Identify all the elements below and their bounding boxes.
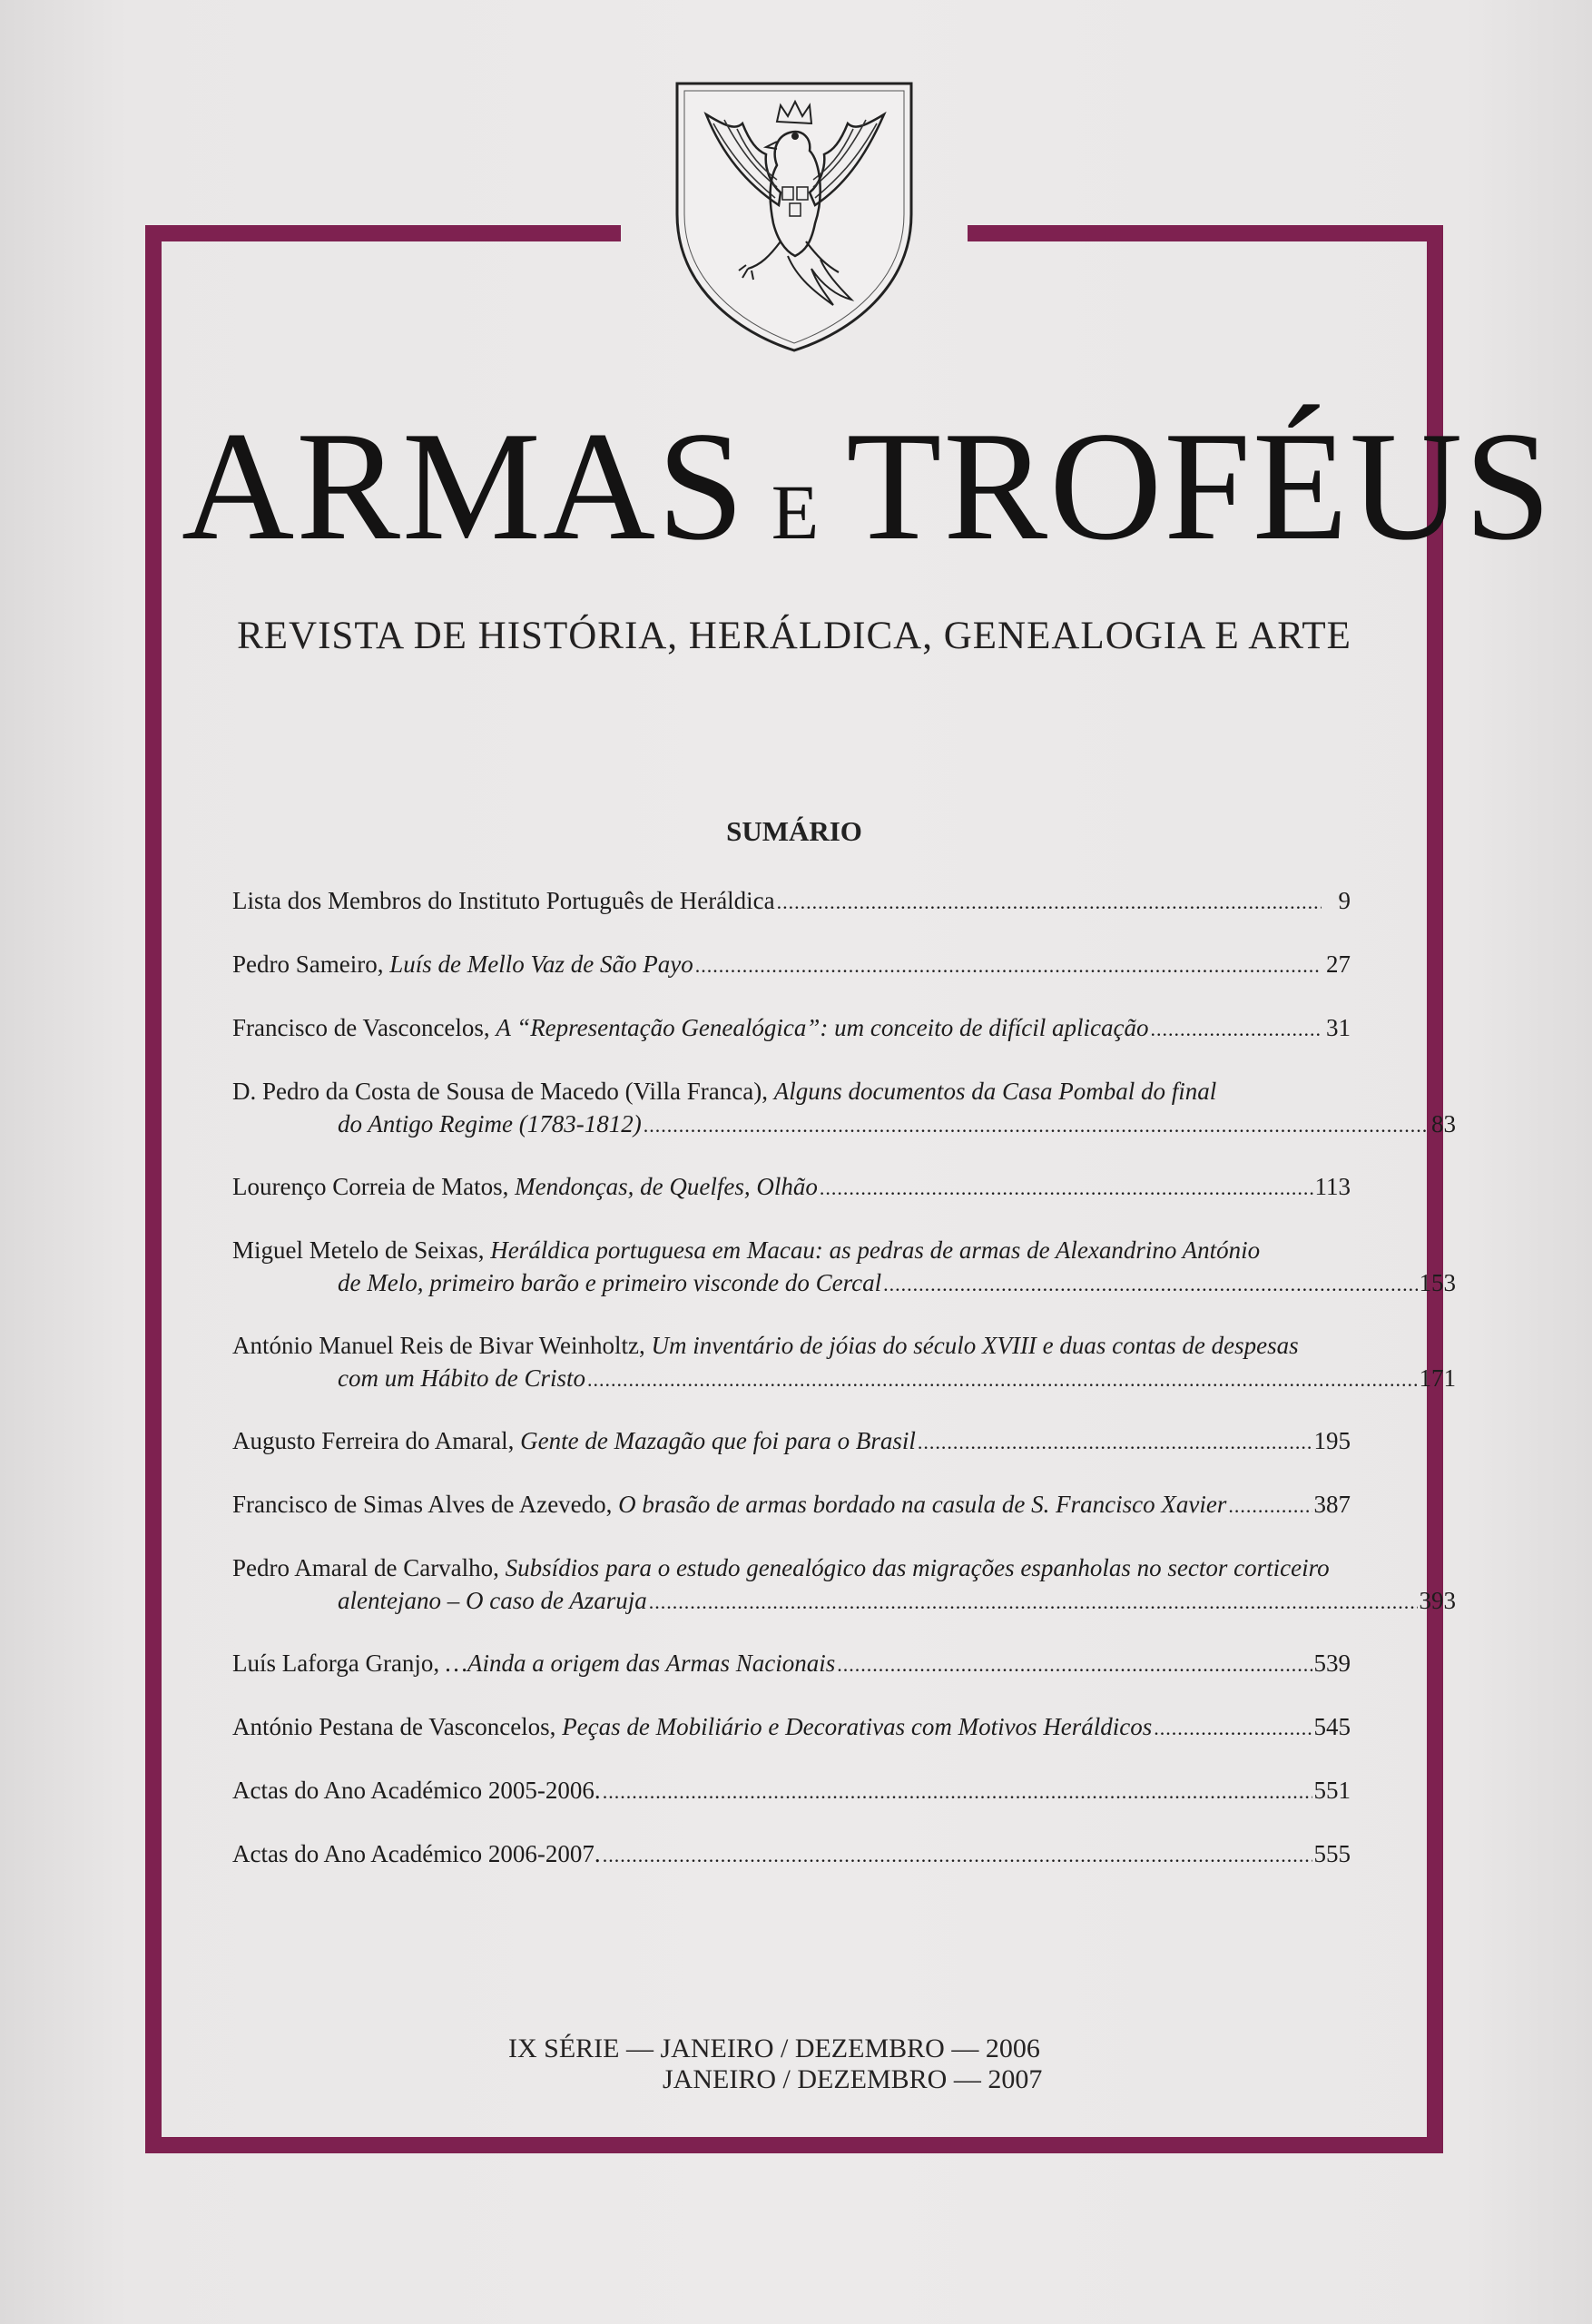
leader-dots (1151, 1013, 1322, 1046)
toc-entry[interactable] (232, 1551, 1456, 1619)
toc-author: D. Pedro da Costa de Sousa de Macedo (Villa Franca), (232, 1078, 774, 1105)
toc-title: Alguns documentos da Casa Pombal do final (773, 1078, 1217, 1105)
toc-page-number: 387 (1313, 1491, 1351, 1518)
toc-title: Gente de Mazagão que foi para o Brasil (520, 1427, 916, 1454)
toc-title: Heráldica portuguesa em Macau: as pedras de armas de Alexandrino António (490, 1236, 1261, 1264)
toc-page-number: 113 (1314, 1173, 1351, 1200)
toc-author: Lista dos Membros do Instituto Português de Heráldica (232, 887, 775, 914)
toc-page-number: 195 (1313, 1427, 1351, 1454)
toc-author: Actas do Ano Académico 2006-2007. (232, 1840, 601, 1867)
toc-author: Luís Laforga Granjo, (232, 1649, 446, 1677)
title-connector: E (771, 468, 821, 556)
frame-top-right (968, 225, 1443, 241)
title-word-trofeus: TROFÉUS (846, 400, 1553, 573)
toc-page-number: 9 (1338, 887, 1351, 914)
toc-page-number: 539 (1313, 1649, 1351, 1677)
toc-entry[interactable] (232, 1075, 1456, 1142)
toc-author: Pedro Sameiro, (232, 950, 390, 978)
toc-entry[interactable] (232, 1710, 1351, 1745)
toc-page-number: 393 (1419, 1587, 1456, 1614)
leader-dots (883, 1268, 1417, 1301)
toc-title-continued: de Melo, primeiro barão e primeiro visconde do Cercal (338, 1269, 882, 1296)
toc-title: Mendonças, de Quelfes, Olhão (515, 1173, 818, 1200)
leader-dots (1154, 1712, 1312, 1745)
leader-dots (649, 1586, 1418, 1619)
toc-entry[interactable] (232, 1837, 1351, 1872)
toc-page-number: 83 (1431, 1110, 1456, 1137)
leader-dots (837, 1649, 1312, 1681)
title-word-armas: ARMAS (182, 400, 746, 573)
toc-entry[interactable] (232, 884, 1351, 919)
toc-entry[interactable] (232, 1170, 1351, 1205)
leader-dots (603, 1839, 1312, 1872)
leader-dots (695, 950, 1322, 982)
toc-page-number: 27 (1326, 950, 1351, 978)
toc-title-continued: alentejano – O caso de Azaruja (338, 1587, 647, 1614)
toc-page-number: 551 (1313, 1777, 1351, 1804)
toc-title: Um inventário de jóias do século XVIII e duas contas de despesas (651, 1332, 1299, 1359)
toc-author: Actas do Ano Académico 2005-2006. (232, 1777, 601, 1804)
magazine-title (182, 400, 1553, 573)
frame-left (145, 225, 162, 2153)
leader-dots (777, 886, 1322, 919)
leader-dots (644, 1109, 1427, 1142)
toc-title: Luís de Mello Vaz de São Payo (389, 950, 693, 978)
toc-title: A “Representação Genealógica”: um conceito de difícil aplicação (496, 1014, 1149, 1041)
toc-page-number: 153 (1419, 1269, 1456, 1296)
toc-page-number: 545 (1313, 1713, 1351, 1740)
toc-entry[interactable] (232, 1647, 1351, 1681)
issue-info (508, 2034, 1089, 2095)
issue-line-1: IX SÉRIE — JANEIRO / DEZEMBRO — 2006 (508, 2034, 1040, 2063)
toc-title: …Ainda a origem das Armas Nacionais (445, 1649, 836, 1677)
toc-entry[interactable] (232, 1424, 1351, 1459)
toc-author: Lourenço Correia de Matos, (232, 1173, 516, 1200)
toc-author: António Pestana de Vasconcelos, (232, 1713, 563, 1740)
toc-title-continued: do Antigo Regime (1783-1812) (338, 1110, 642, 1137)
toc-title: Subsídios para o estudo genealógico das migrações espanholas no sector corticeiro (505, 1554, 1330, 1581)
frame-top-left (145, 225, 621, 241)
toc-page-number: 171 (1419, 1364, 1456, 1392)
toc-entry[interactable] (232, 1234, 1456, 1301)
toc-author: Francisco de Simas Alves de Azevedo, (232, 1491, 619, 1518)
toc-entry[interactable] (232, 1774, 1351, 1808)
toc-page-number: 31 (1326, 1014, 1351, 1041)
toc-title: Peças de Mobiliário e Decorativas com Motivos Heráldicos (562, 1713, 1153, 1740)
toc-page-number: 555 (1313, 1840, 1351, 1867)
toc-title-continued: com um Hábito de Cristo (338, 1364, 585, 1392)
frame-bottom (145, 2137, 1443, 2153)
issue-line-2: JANEIRO / DEZEMBRO — 2007 (663, 2064, 1043, 2094)
magazine-subtitle: REVISTA DE HISTÓRIA, HERÁLDICA, GENEALOGIA E ARTE (237, 615, 1351, 657)
leader-dots (1228, 1490, 1312, 1522)
leader-dots (820, 1172, 1313, 1205)
toc-entry[interactable] (232, 1011, 1351, 1046)
toc-author: Augusto Ferreira do Amaral, (232, 1427, 521, 1454)
leader-dots (603, 1776, 1312, 1808)
heraldic-eagle-icon (670, 78, 919, 356)
sumario-heading: SUMÁRIO (726, 815, 862, 847)
toc-author: Pedro Amaral de Carvalho, (232, 1554, 506, 1581)
toc-entry[interactable] (232, 1488, 1351, 1522)
toc-entry[interactable] (232, 1329, 1456, 1396)
toc-title: O brasão de armas bordado na casula de S. Francisco Xavier (618, 1491, 1227, 1518)
leader-dots (918, 1426, 1312, 1459)
toc-author: Miguel Metelo de Seixas, (232, 1236, 491, 1264)
toc-entry[interactable] (232, 948, 1351, 982)
toc-author: Francisco de Vasconcelos, (232, 1014, 496, 1041)
toc-author: António Manuel Reis de Bivar Weinholtz, (232, 1332, 652, 1359)
leader-dots (587, 1364, 1418, 1396)
